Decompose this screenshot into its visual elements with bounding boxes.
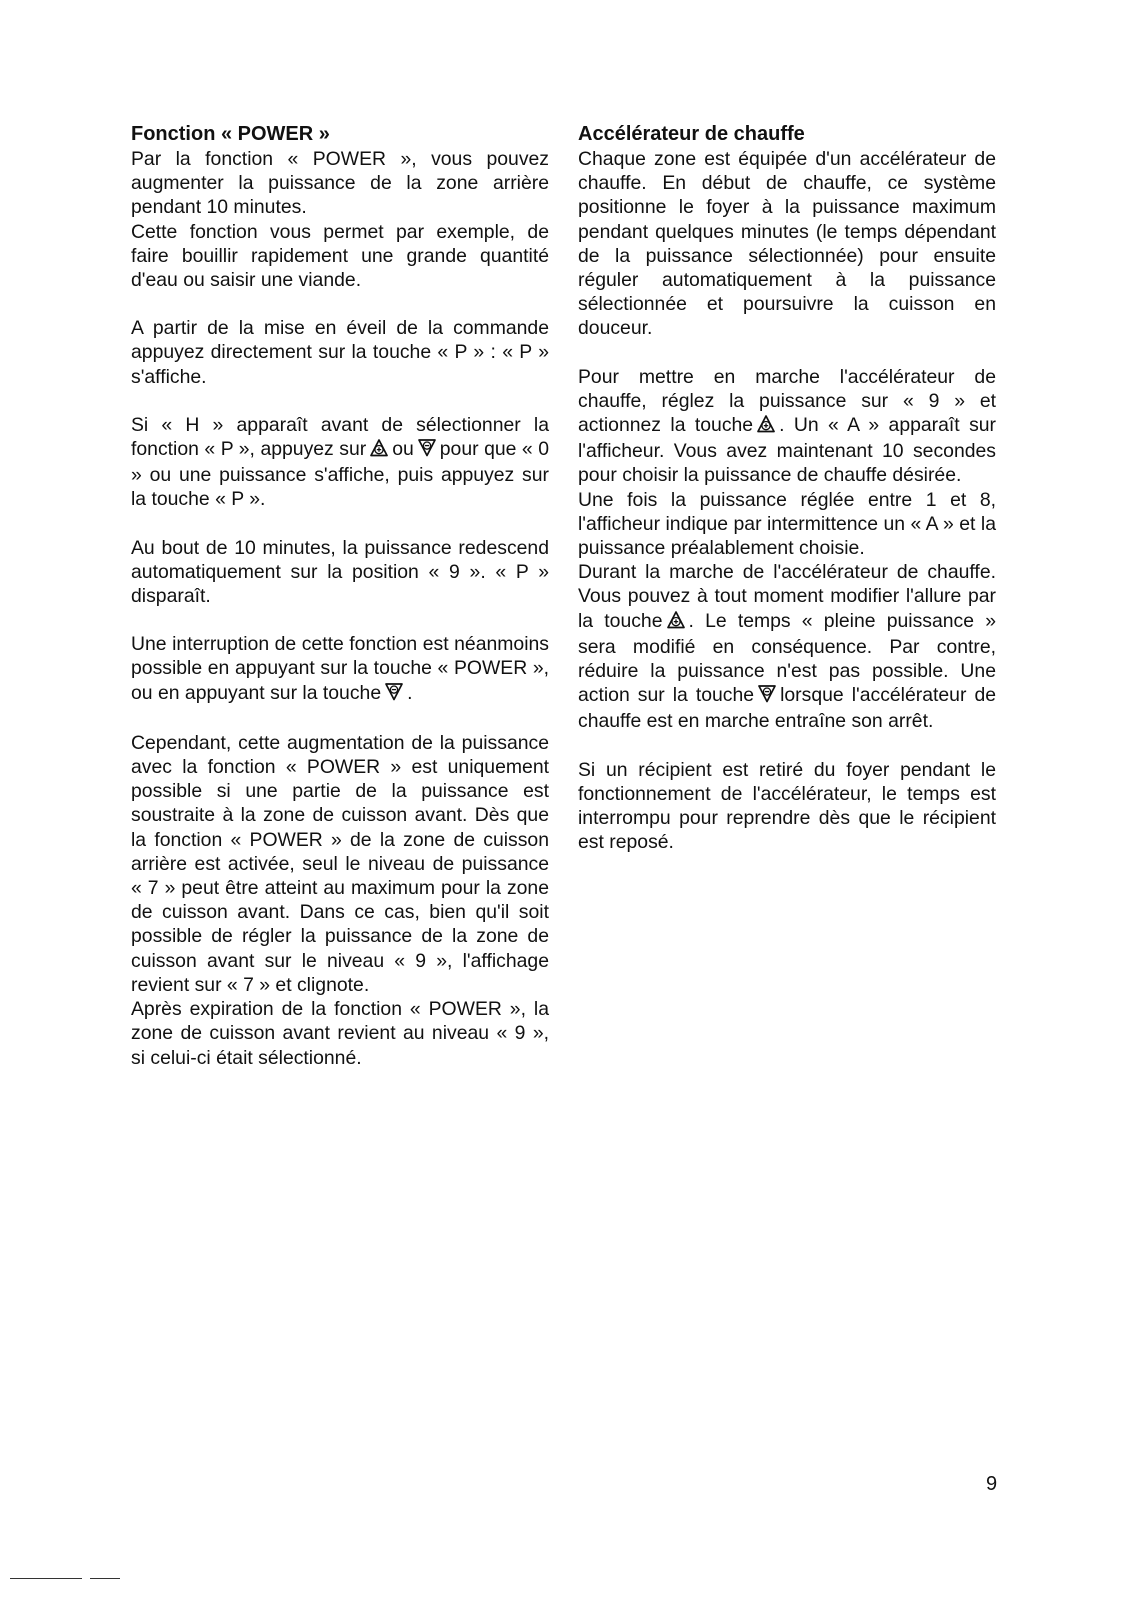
text-run: Pour mettre en marche l'accélérateur de chauffe, réglez la puissance sur « 9 » et actionnez la touche [578,365,996,437]
text-run: lorsque l'accélérateur de chauffe est en marche entraîne son arrêt. [578,684,997,733]
footer-rule [90,1578,120,1579]
left-column [131,122,549,1070]
minus-key-icon [757,684,777,709]
text-run: Si « H » apparaît avant de sélectionner la fonction « P », appuyez sur [131,413,549,461]
section-heading-accelerator: Accélérateur de chauffe [578,123,805,145]
paragraph: Une fois la puissance réglée entre 1 et 8, l'afficheur indique par intermittence un « A » et la puissance préalablement choisie. [578,488,996,560]
text-run: Durant la marche de l'accélérateur de chauffe. Vous pouvez à tout moment modifier l'allure par la touche [578,561,996,632]
paragraph [578,560,996,733]
paragraph: Au bout de 10 minutes, la puissance redescend automatiquement sur la position « 9 ». « P » disparaît. [131,536,549,608]
section-heading-power: Fonction « POWER » [131,123,330,145]
paragraph: Cette fonction vous permet par exemple, de faire bouillir rapidement une grande quantité d'eau ou saisir une viande. [131,220,549,292]
paragraph [131,632,549,707]
paragraph: Après expiration de la fonction « POWER », la zone de cuisson avant revient au niveau « 9 », si celui-ci était sélectionné. [131,998,549,1069]
right-column [578,122,996,854]
footer-rule [10,1578,82,1579]
text-run: . Un « A » apparaît sur l'afficheur. Vous avez maintenant 10 secondes pour choisir la puissance de chauffe désirée. [578,414,997,487]
paragraph: A partir de la mise en éveil de la commande appuyez directement sur la touche « P » : « P » s'affiche. [131,317,549,388]
minus-key-icon [417,438,437,463]
paragraph: Cependant, cette augmentation de la puissance avec la fonction « POWER » est uniquement possible si une partie de la puissance est soustraite à la zone de cuisson avant. Dès que la fonction « POWER » de la zone de cuisson arrière est activée, seul le niveau de puissance « 7 » peut être atteint au maximum pour la zone de cuisson avant. Dans ce cas, bien qu'il soit possible de régler la puissance de la zone de cuisson avant sur le niveau « 9 », l'affichage revient sur « 7 » et clignote. [131,731,549,996]
paragraph [578,365,996,488]
paragraph [131,413,549,512]
plus-key-icon [756,414,776,439]
paragraph: Chaque zone est équipée d'un accélérateur de chauffe. En début de chauffe, ce système positionne le foyer à la puissance maximum pendant quelques minutes (le temps dépendant de la puissance sélectionnée) pour ensuite réguler automatiquement à la puissance sélectionnée et poursuivre la cuisson en douceur. [578,148,996,340]
paragraph: Par la fonction « POWER », vous pouvez augmenter la puissance de la zone arrière pendant 10 minutes. [131,148,549,219]
minus-key-icon [384,682,404,707]
page-number: 9 [986,1473,998,1495]
paragraph: Si un récipient est retiré du foyer pendant le fonctionnement de l'accélérateur, le temps est interrompu pour reprendre dès que le récipient est reposé. [578,758,996,854]
text-run: ou [392,438,414,461]
text-run: . [407,681,413,704]
plus-key-icon [369,438,389,463]
text-run: . Le temps « pleine puissance » sera modifié en conséquence. Par contre, réduire la puissance n'est pas possible. Une action sur la touche [578,609,996,707]
text-run: pour que « 0 » ou une puissance s'affiche, puis appuyez sur la touche « P ». [131,438,549,511]
text-run: Une interruption de cette fonction est néanmoins possible en appuyant sur la touche « POWER », ou en appuyant sur la touche [131,633,549,704]
plus-key-icon [666,610,686,635]
